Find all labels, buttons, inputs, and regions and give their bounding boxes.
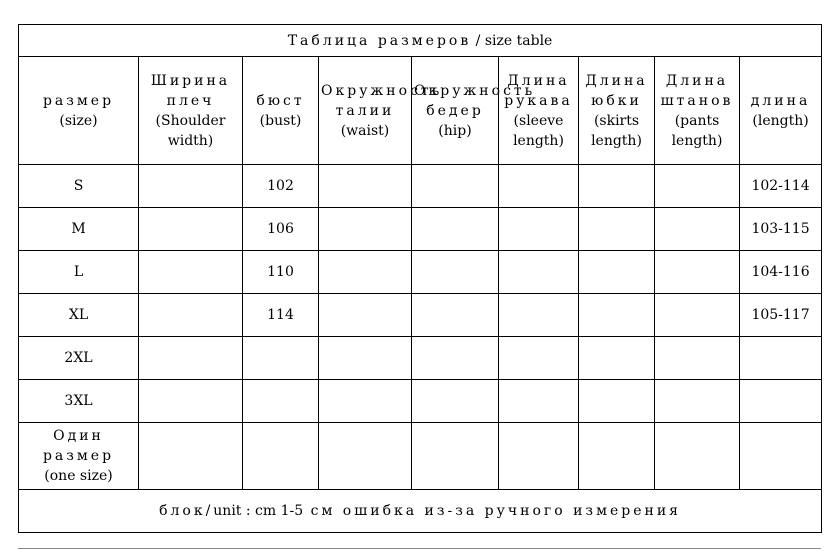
shoulder-cell xyxy=(139,423,243,490)
size-cell: L xyxy=(19,251,139,294)
shoulder-cell xyxy=(139,337,243,380)
table-title xyxy=(19,25,822,57)
title-ru: Таблица размеров xyxy=(287,32,472,49)
waist-cell xyxy=(319,251,412,294)
skirt-cell xyxy=(579,208,655,251)
header-row xyxy=(19,57,822,165)
bust-cell: 114 xyxy=(243,294,319,337)
header-bust: бюст (bust) xyxy=(243,57,319,165)
one-size-ru: Один размер xyxy=(42,428,115,464)
footer-note xyxy=(19,490,822,533)
waist-cell xyxy=(319,380,412,423)
header-waist: Окружность талии (waist) xyxy=(319,57,412,165)
footer-unit-en: unit : cm 1-5 xyxy=(213,503,304,519)
length-cell xyxy=(740,380,822,423)
hip-cell xyxy=(412,337,499,380)
shoulder-cell xyxy=(139,380,243,423)
pants-cell xyxy=(655,251,740,294)
header-pants: Длина штанов (pants length) xyxy=(655,57,740,165)
title-en: size table xyxy=(484,32,553,49)
header-shoulder: Ширина плеч (Shoulder width) xyxy=(139,57,243,165)
title-separator: / xyxy=(471,32,485,49)
hip-cell xyxy=(412,208,499,251)
pants-cell xyxy=(655,337,740,380)
length-cell: 105-117 xyxy=(740,294,822,337)
skirt-cell xyxy=(579,165,655,208)
sleeve-cell xyxy=(499,165,579,208)
size-cell: S xyxy=(19,165,139,208)
bust-cell xyxy=(243,423,319,490)
header-size: размер (size) xyxy=(19,57,139,165)
size-cell: M xyxy=(19,208,139,251)
pants-cell xyxy=(655,165,740,208)
header-hip: Окружность бедер (hip) xyxy=(412,57,499,165)
bust-cell: 106 xyxy=(243,208,319,251)
one-size-en: (one size) xyxy=(44,468,113,484)
shoulder-cell xyxy=(139,165,243,208)
skirt-cell xyxy=(579,337,655,380)
length-cell: 103-115 xyxy=(740,208,822,251)
bottom-divider xyxy=(18,548,821,549)
table-row xyxy=(19,294,822,337)
pants-cell xyxy=(655,423,740,490)
sleeve-cell xyxy=(499,380,579,423)
header-sleeve: Длина рукава (sleeve length) xyxy=(499,57,579,165)
shoulder-cell xyxy=(139,208,243,251)
header-length: длина (length) xyxy=(740,57,822,165)
shoulder-cell xyxy=(139,294,243,337)
size-cell: 3XL xyxy=(19,380,139,423)
sleeve-cell xyxy=(499,294,579,337)
size-cell: XL xyxy=(19,294,139,337)
skirt-cell xyxy=(579,294,655,337)
size-table xyxy=(18,24,822,533)
size-cell-one-size xyxy=(19,423,139,490)
shoulder-cell xyxy=(139,251,243,294)
size-chart xyxy=(18,24,822,533)
waist-cell xyxy=(319,294,412,337)
bust-cell: 110 xyxy=(243,251,319,294)
pants-cell xyxy=(655,380,740,423)
length-cell: 104-116 xyxy=(740,251,822,294)
table-row xyxy=(19,337,822,380)
sleeve-cell xyxy=(499,208,579,251)
table-row xyxy=(19,165,822,208)
pants-cell xyxy=(655,294,740,337)
waist-cell xyxy=(319,165,412,208)
hip-cell xyxy=(412,165,499,208)
table-row-one-size xyxy=(19,423,822,490)
length-cell: 102-114 xyxy=(740,165,822,208)
hip-cell xyxy=(412,380,499,423)
length-cell xyxy=(740,423,822,490)
skirt-cell xyxy=(579,423,655,490)
sleeve-cell xyxy=(499,337,579,380)
bust-cell xyxy=(243,337,319,380)
table-row xyxy=(19,380,822,423)
hip-cell xyxy=(412,294,499,337)
waist-cell xyxy=(319,423,412,490)
waist-cell xyxy=(319,208,412,251)
footer-note-text: см ошибка из-за ручного измерения xyxy=(303,503,681,519)
title-row xyxy=(19,25,822,57)
bust-cell: 102 xyxy=(243,165,319,208)
header-skirt: Длина юбки (skirts length) xyxy=(579,57,655,165)
skirt-cell xyxy=(579,251,655,294)
table-row xyxy=(19,208,822,251)
hip-cell xyxy=(412,251,499,294)
sleeve-cell xyxy=(499,423,579,490)
bust-cell xyxy=(243,380,319,423)
hip-cell xyxy=(412,423,499,490)
footer-row xyxy=(19,490,822,533)
size-cell: 2XL xyxy=(19,337,139,380)
pants-cell xyxy=(655,208,740,251)
length-cell xyxy=(740,337,822,380)
skirt-cell xyxy=(579,380,655,423)
sleeve-cell xyxy=(499,251,579,294)
footer-unit-ru: блок/ xyxy=(159,503,214,519)
table-row xyxy=(19,251,822,294)
waist-cell xyxy=(319,337,412,380)
